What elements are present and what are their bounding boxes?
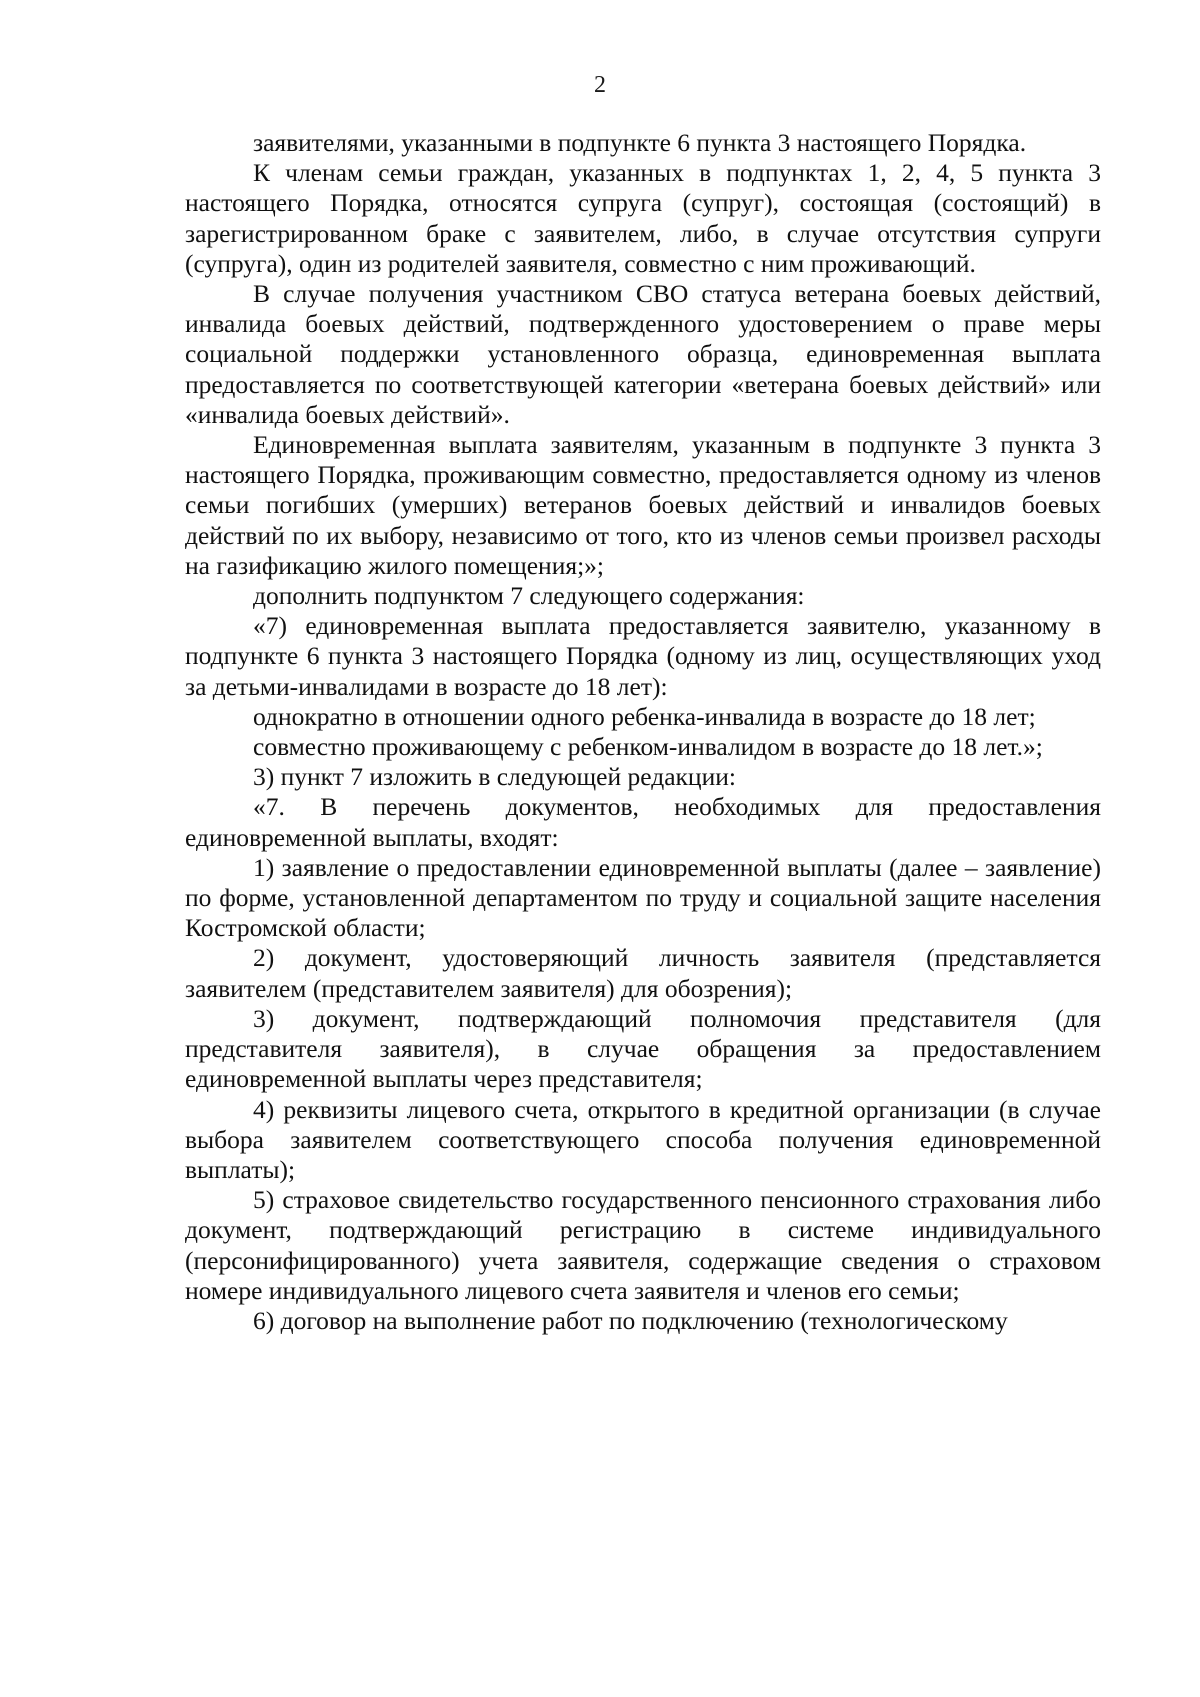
- paragraph: совместно проживающему с ребенком-инвалидом в возрасте до 18 лет.»;: [253, 732, 1043, 762]
- paragraph: заявителями, указанными в подпункте 6 пункта 3 настоящего Порядка.: [253, 128, 1027, 157]
- paragraph: дополнить подпунктом 7 следующего содержания:: [253, 581, 805, 611]
- paragraph: 3) пункт 7 изложить в следующей редакции:: [253, 762, 736, 792]
- page-number: 2: [594, 72, 606, 98]
- paragraph: 4) реквизиты лицевого счета, открытого в кредитной организации (в случае выбора заявителем соответствующего способа получения единовременной выплаты);: [185, 1094, 1101, 1184]
- paragraph: «7) единовременная выплата предоставляется заявителю, указанному в подпункте 6 пункта 3 настоящего Порядка (одному из лиц, осуществляющих уход за детьми-инвалидами в возрасте до 18 лет):: [185, 611, 1101, 701]
- paragraph: 6) договор на выполнение работ по подключению (технологическому: [253, 1305, 1008, 1335]
- paragraph: однократно в отношении одного ребенка-инвалида в возрасте до 18 лет;: [253, 701, 1036, 731]
- paragraph: Единовременная выплата заявителям, указанным в подпункте 3 пункта 3 настоящего Порядка, проживающим совместно, предоставляется одному из членов семьи погибших (умерших) ветеранов боевых действий и инвалидов боевых действий по их выбору, независимо от того, кто из членов семьи произвел расходы на газификацию жилого помещения;»;: [185, 430, 1101, 580]
- paragraph: 3) документ, подтверждающий полномочия представителя (для представителя заявителя), в случае обращения за предоставлением единовременной выплаты через представителя;: [185, 1003, 1101, 1094]
- paragraph: В случае получения участником СВО статуса ветерана боевых действий, инвалида боевых действий, подтвержденного удостоверением о праве меры социальной поддержки установленного образца, единовременная выплата предоставляется по соответствующей категории «ветерана боевых действий» или «инвалида боевых действий».: [185, 279, 1101, 429]
- paragraph: К членам семьи граждан, указанных в подпунктах 1, 2, 4, 5 пункта 3 настоящего Порядка, относятся супруга (супруг), состоящая (состоящий) в зарегистрированном браке с заявителем, либо, в случае отсутствия супруги (супруга), один из родителей заявителя, совместно с ним проживающий.: [185, 158, 1101, 278]
- document-body: [185, 128, 1101, 1336]
- paragraph: 1) заявление о предоставлении единовременной выплаты (далее – заявление) по форме, установленной департаментом по труду и социальной защите населения Костромской области;: [185, 852, 1101, 943]
- paragraph: 2) документ, удостоверяющий личность заявителя (представляется заявителем (представителем заявителя) для обозрения);: [185, 943, 1101, 1003]
- paragraph: «7. В перечень документов, необходимых для предоставления единовременной выплаты, входят:: [185, 792, 1101, 852]
- paragraph: 5) страховое свидетельство государственного пенсионного страхования либо документ, подтверждающий регистрацию в системе индивидуального (персонифицированного) учета заявителя, содержащие сведения о страховом номере индивидуального лицевого счета заявителя и членов его семьи;: [185, 1185, 1101, 1305]
